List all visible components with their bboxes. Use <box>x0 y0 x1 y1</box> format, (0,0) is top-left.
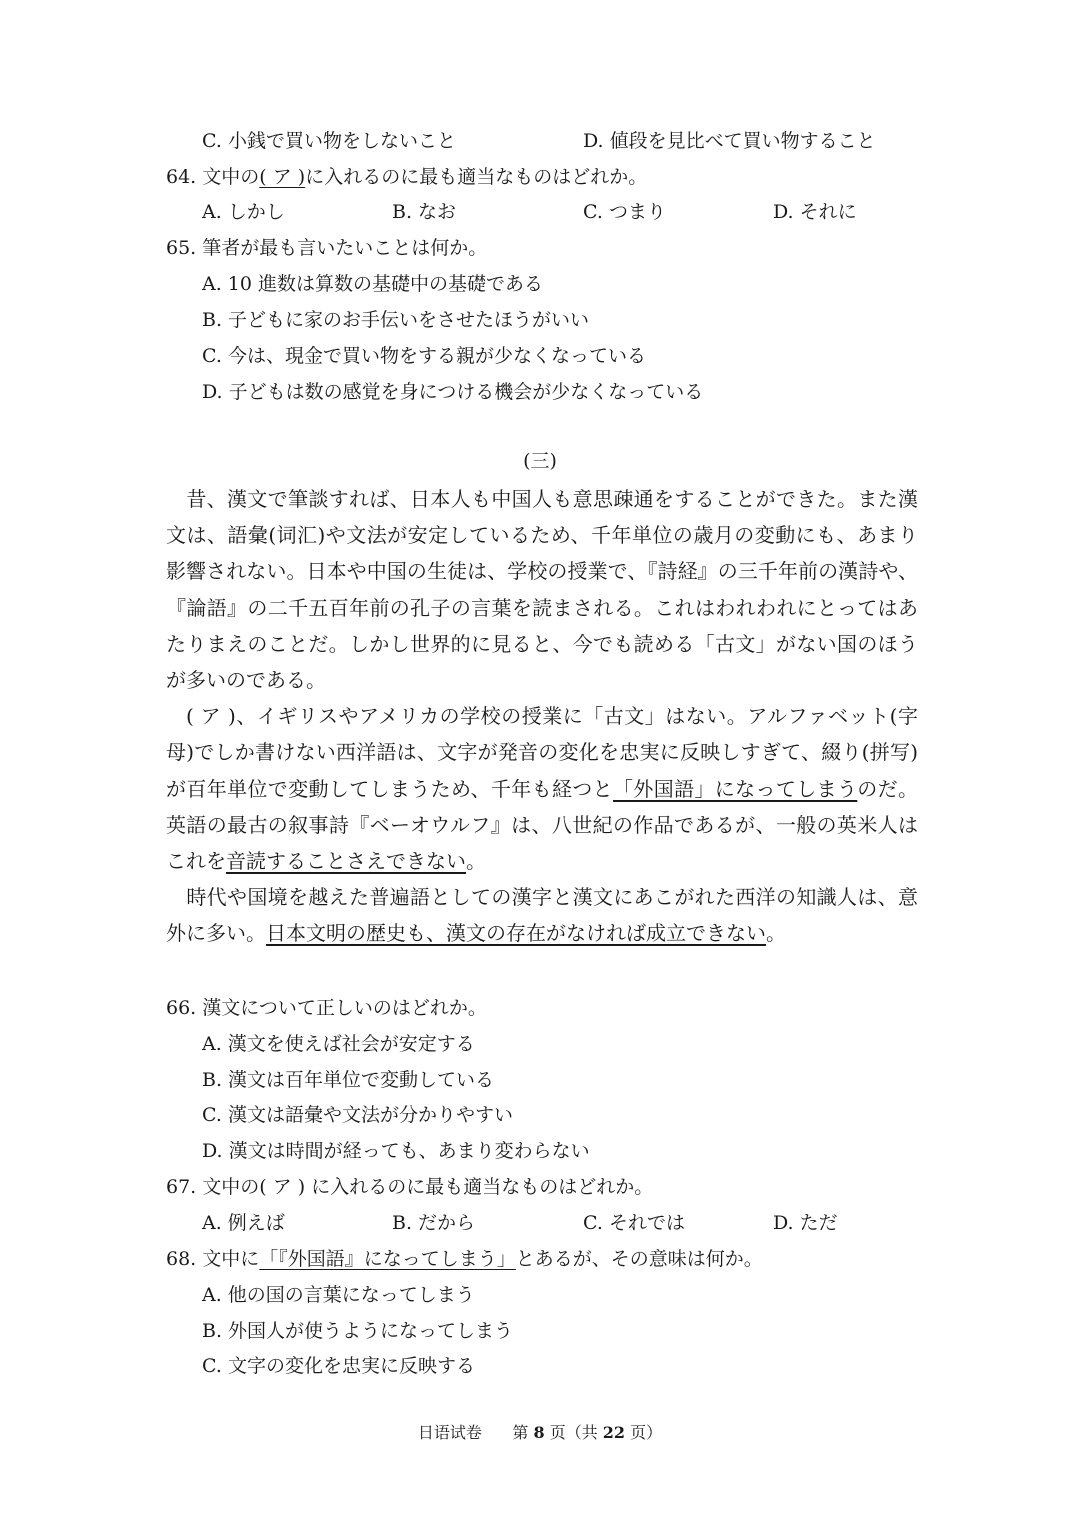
q65-question: 65. 筆者が最も言いたいことは何か。 <box>166 237 488 259</box>
q68-post: とあるが、その意味は何か。 <box>515 1248 763 1270</box>
passage-paragraph-2-text-c: 。 <box>466 849 486 874</box>
q64-option-a: A. しかし <box>202 201 285 223</box>
footer-page-pre: 第 <box>512 1423 529 1442</box>
q68-option-a: A. 他の国の言葉になってしまう <box>202 1284 475 1306</box>
q68-question <box>166 1247 763 1271</box>
q65-option-d: D. 子どもは数の感覚を身につける機会が少なくなっている <box>202 381 704 403</box>
q64-question <box>166 165 647 189</box>
q63-option-c: C. 小銭で買い物をしないこと <box>202 130 456 152</box>
q67-option-d: D. ただ <box>773 1212 838 1234</box>
passage-paragraph-1 <box>166 481 918 698</box>
q67-option-b: B. だから <box>392 1212 476 1234</box>
reading-passage <box>166 481 918 952</box>
q66-option-a: A. 漢文を使えば社会が安定する <box>202 1033 475 1055</box>
q67-option-c: C. それでは <box>583 1212 685 1234</box>
q67-question: 67. 文中の( ア ) に入れるのに最も適当なものはどれか。 <box>166 1176 654 1198</box>
q66-question: 66. 漢文について正しいのはどれか。 <box>166 997 487 1019</box>
q65-option-c: C. 今は、現金で買い物をする親が少なくなっている <box>202 345 646 367</box>
q68-pre: 文中に <box>202 1248 260 1270</box>
passage-paragraph-3-text-b: 。 <box>766 921 786 946</box>
page-footer <box>0 1422 1080 1444</box>
q64-option-c: C. つまり <box>583 201 666 223</box>
passage-paragraph-2 <box>166 698 918 879</box>
q68-option-c: C. 文字の変化を忠実に反映する <box>202 1355 475 1377</box>
q67-option-a: A. 例えば <box>202 1212 285 1234</box>
q64-post: に入れるのに最も適当なものはどれか。 <box>305 166 648 188</box>
q64-blank: ( ア ) <box>259 166 306 188</box>
passage-paragraph-3 <box>166 879 918 951</box>
passage-paragraph-1-text: 昔、漢文で筆談すれば、日本人も中国人も意思疎通をすることができた。また漢文は、語彙(词汇)や文法が安定しているため、千年単位の歳月の変動にも、あまり影響されない。日本や中国の生徒は、学校の授業で、『詩経』の三千年前の漢詩や、『論語』の二千五百年前の孔子の言葉を読まされる。これはわれわれにとってはあたりまえのことだ。しかし世界的に見ると、今でも読める「古文」がない国のほうが多いのである。 <box>166 487 918 693</box>
underline-cannot-read-aloud: 音読することさえできない <box>226 849 466 874</box>
footer-page-post: 页） <box>630 1423 663 1442</box>
q65-option-b: B. 子どもに家のお手伝いをさせたほうがいい <box>202 309 590 331</box>
section-heading: (三) <box>523 450 557 472</box>
q68-number: 68. <box>166 1248 197 1270</box>
q64-option-b: B. なお <box>392 201 457 223</box>
underline-japanese-civilization: 日本文明の歴史も、漢文の存在がなければ成立できない <box>266 921 766 946</box>
q64-number: 64. <box>166 166 197 188</box>
footer-total-pages: 22 <box>602 1423 626 1442</box>
q66-option-d: D. 漢文は時間が経っても、あまり変わらない <box>202 1140 590 1162</box>
passage-paragraph-2-text-a: ( ア )、イギリスやアメリカの学校の授業に「古文」はない。アルファベット(字母)でしか書けない西洋語は、文字が発音の変化を忠実に反映しすぎて、綴り(拼写)が百年単位で変動してしまうため、千年も経つと <box>166 704 918 801</box>
q64-pre: 文中の <box>202 166 260 188</box>
passage-paragraph-3-text-a: 時代や国境を越えた普遍語としての漢字と漢文にあこがれた西洋の知識人は、意外に多い。 <box>166 885 918 946</box>
underline-foreign-language: 「外国語」になってしまう <box>613 776 858 801</box>
footer-subject: 日语试卷 <box>417 1423 482 1442</box>
footer-page-number: 8 <box>533 1423 545 1442</box>
q66-option-c: C. 漢文は語彙や文法が分かりやすい <box>202 1104 513 1126</box>
q65-option-a: A. 10 進数は算数の基礎中の基礎である <box>202 273 544 295</box>
passage-paragraph-2-text-b: のだ。英語の最古の叙事詩『ベーオウルフ』は、八世紀の作品であるが、一般の英米人はこれを <box>166 776 919 874</box>
footer-page-mid: 页（共 <box>549 1423 598 1442</box>
q63-option-d: D. 値段を見比べて買い物すること <box>583 130 876 152</box>
q66-option-b: B. 漢文は百年単位で変動している <box>202 1069 495 1091</box>
q68-option-b: B. 外国人が使うようになってしまう <box>202 1320 514 1342</box>
q68-quote: 「『外国語』になってしまう」 <box>259 1248 516 1270</box>
q64-option-d: D. それに <box>773 201 857 223</box>
